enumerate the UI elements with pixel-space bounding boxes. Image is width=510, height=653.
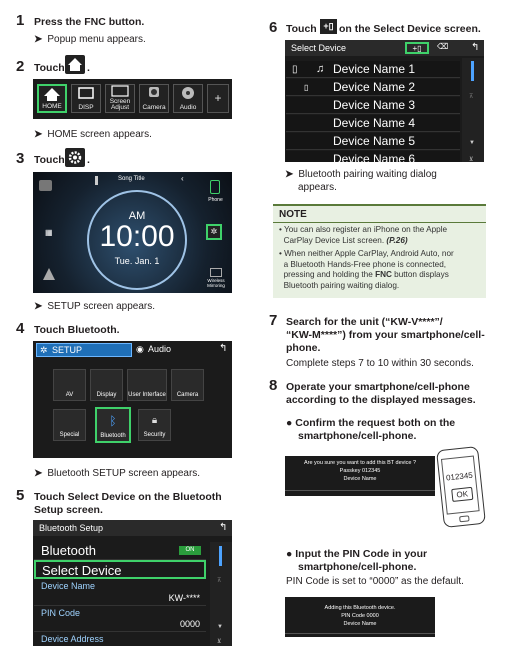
add-device-button[interactable]: +▯: [405, 42, 429, 54]
phone-ok-button: OK: [451, 487, 473, 502]
note-item-1: • You can also register an iPhone on the Apple CarPlay Device List screen. (P.26): [279, 225, 448, 245]
clock-time: 10:00: [99, 220, 175, 253]
device-name: Device Name 6: [333, 152, 416, 162]
step-5-text: Touch Select Device on the Bluetooth Setup screen.: [34, 491, 222, 516]
step-number: 3: [16, 150, 25, 167]
popup-item-label: HOME: [42, 103, 62, 110]
pairing-request-dialog: [285, 456, 435, 496]
setup-tile-special[interactable]: [53, 409, 86, 441]
bluetooth-on-badge[interactable]: ON: [179, 546, 201, 555]
result-arrow-icon: ➤: [34, 34, 43, 45]
pin-code-dialog: [285, 597, 435, 637]
bt-setup-title: Bluetooth Setup: [33, 520, 232, 536]
delete-device-icon[interactable]: ⌫: [437, 42, 449, 51]
phone-screen: [441, 455, 480, 514]
apps-grid-icon[interactable]: ▦: [45, 228, 53, 237]
back-arrow-icon[interactable]: ↰: [219, 522, 228, 533]
device-name-row[interactable]: [34, 579, 206, 606]
step-8-text: Operate your smartphone/cell-phone according to the displayed messages.: [286, 381, 476, 406]
bar-icon: [95, 176, 98, 185]
step-number: 6: [269, 19, 278, 36]
clock-ampm: AM: [128, 210, 146, 222]
tile-label: Display: [96, 392, 117, 398]
bluetooth-toggle-row[interactable]: [34, 542, 206, 560]
device-row[interactable]: [286, 133, 460, 150]
scroll-down-icon[interactable]: ▼: [469, 140, 475, 146]
navigation-icon[interactable]: [43, 268, 55, 280]
step-number: 4: [16, 320, 25, 337]
gear-icon: [65, 148, 85, 167]
popup-home-button[interactable]: [37, 84, 67, 113]
scrollbar[interactable]: [210, 542, 232, 646]
scroll-bottom-icon[interactable]: ⊻: [217, 639, 222, 645]
home-screen: [33, 172, 232, 293]
setup-tile-security[interactable]: [138, 409, 171, 441]
wireless-mirroring-label: Wireless Mirroring: [207, 278, 225, 288]
setup-tile-bluetooth[interactable]: [95, 407, 131, 443]
pin-code-label: PIN Code: [41, 608, 81, 618]
tile-label: Bluetooth: [100, 433, 126, 439]
setup-screen: [33, 341, 232, 458]
back-arrow-icon[interactable]: ↰: [219, 343, 228, 354]
smartphone-illustration: [436, 446, 486, 528]
popup-disp-button[interactable]: [71, 84, 101, 113]
step-6-result: ➤ Bluetooth pairing waiting dialog appears.: [285, 169, 437, 193]
phone-icon: ▯: [304, 83, 309, 92]
dialog-divider: [285, 633, 435, 634]
step-2-result: ➤ HOME screen appears.: [34, 129, 152, 140]
scrollbar[interactable]: [462, 58, 484, 162]
popup-menu: [33, 79, 232, 119]
dialog-text: Adding this Bluetooth device. PIN Code 0000 Device Name: [324, 605, 396, 627]
note-divider: [273, 222, 486, 223]
clock-date: Tue. Jan. 1: [114, 256, 160, 266]
device-name: Device Name 1: [333, 62, 416, 76]
popup-item-label: Audio: [179, 104, 197, 111]
step-7-text: Search for the unit (“KW-V****”/ “KW-M****”) from your smartphone/cell- phone.: [286, 316, 485, 354]
popup-screen-adjust-button[interactable]: [105, 84, 135, 113]
home-button-icon: [459, 515, 470, 522]
note-title: NOTE: [279, 209, 307, 220]
bullet-icon: ●: [286, 548, 293, 560]
device-row[interactable]: [286, 151, 460, 162]
bluetooth-icon: ᛒ: [109, 414, 117, 428]
select-device-label: Select Device: [42, 563, 122, 578]
source-icon[interactable]: [39, 180, 52, 191]
tile-label: AV: [65, 392, 74, 398]
device-name: Device Name 2: [333, 80, 416, 94]
step-number: 2: [16, 58, 25, 75]
popup-item-label: Camera: [142, 104, 166, 111]
setup-gear-button[interactable]: ✲: [206, 224, 222, 240]
device-name-value: KW-****: [168, 593, 200, 603]
gear-icon: ✲: [40, 345, 48, 355]
step-1-result: ➤ Popup menu appears.: [34, 34, 146, 45]
select-device-screen: [285, 40, 484, 162]
popup-item-label: DISP: [78, 104, 94, 111]
back-arrow-icon[interactable]: ↰: [471, 42, 480, 53]
step-number: 8: [269, 377, 278, 394]
device-name: Device Name 5: [333, 134, 416, 148]
tile-label: Camera: [176, 392, 199, 398]
device-name: Device Name 3: [333, 98, 416, 112]
step-6-text-tail: on the Select Device screen.: [339, 23, 481, 35]
pin-code-value: 0000: [179, 619, 200, 629]
popup-audio-button[interactable]: [173, 84, 203, 113]
song-title: Song Title: [118, 176, 145, 182]
device-row[interactable]: [286, 79, 460, 96]
step-1-text: Press the FNC button.: [34, 16, 145, 28]
tile-label: Special: [59, 432, 80, 438]
step-number: 7: [269, 312, 278, 329]
step-4-text: Touch Bluetooth.: [34, 324, 120, 336]
audio-icon: ◉: [136, 344, 144, 354]
scroll-thumb[interactable]: [471, 61, 474, 81]
bluetooth-setup-screen: [33, 520, 232, 646]
setup-tile-av[interactable]: [53, 369, 86, 401]
home-icon: [65, 55, 85, 74]
device-row[interactable]: [286, 115, 460, 132]
phone-icon[interactable]: [210, 180, 220, 194]
bullet-2-sub: PIN Code is set to “0000” as the default.: [286, 576, 464, 587]
step-2-text: Touch: [34, 62, 65, 74]
scroll-top-icon[interactable]: ⊼: [217, 578, 222, 584]
device-name-label: Device Name: [41, 581, 96, 591]
bluetooth-label: Bluetooth: [41, 543, 96, 558]
phone-label: Phone: [208, 197, 223, 203]
select-device-title: Select Device: [285, 40, 484, 56]
result-arrow-icon: ➤: [34, 301, 43, 312]
select-device-row[interactable]: [34, 560, 206, 579]
scroll-top-icon[interactable]: ⊼: [469, 94, 474, 100]
tile-label: Security: [143, 432, 166, 438]
bullet-icon: ●: [286, 417, 293, 429]
bullet-1-text: ● Confirm the request both on the smartphone/cell-phone.: [286, 417, 456, 442]
scroll-down-icon[interactable]: ▼: [217, 624, 223, 630]
tile-label: User Interface: [128, 392, 166, 398]
device-address-label: Device Address: [41, 634, 104, 644]
device-name: Device Name 4: [333, 116, 416, 130]
add-device-icon: +▯: [320, 19, 337, 34]
device-address-row[interactable]: [34, 632, 206, 646]
bullet-2-text: ● Input the PIN Code in your smartphone/cell-phone.: [286, 548, 428, 573]
back-chevron-icon[interactable]: ‹: [181, 174, 184, 183]
result-arrow-icon: ➤: [285, 169, 294, 180]
setup-tile-camera[interactable]: [171, 369, 204, 401]
music-note-icon: ♫: [316, 63, 325, 75]
device-row[interactable]: [286, 61, 460, 78]
wireless-mirroring-icon[interactable]: [210, 268, 222, 277]
scroll-bottom-icon[interactable]: ⊻: [469, 157, 474, 162]
popup-item-label: Screen Adjust: [109, 98, 131, 111]
step-6-text: Touch: [286, 23, 317, 35]
step-number: 5: [16, 487, 25, 504]
step-4-result: ➤ Bluetooth SETUP screen appears.: [34, 468, 201, 479]
popup-add-button[interactable]: +: [207, 84, 229, 113]
step-number: 1: [16, 12, 25, 29]
lock-icon: 🔒︎: [151, 415, 158, 426]
setup-tab[interactable]: ✲ SETUP: [36, 343, 132, 357]
dialog-divider: [285, 490, 435, 491]
step-3-text: Touch: [34, 154, 65, 166]
step-7-sub: Complete steps 7 to 10 within 30 seconds.: [286, 358, 474, 369]
device-row[interactable]: [286, 97, 460, 114]
audio-tab[interactable]: ◉ Audio: [136, 344, 172, 354]
setup-tile-user-interface[interactable]: [127, 369, 167, 401]
note-item-2: • When neither Apple CarPlay, Android Auto, nor a Bluetooth Hands-Free phone is connected, pressing and holding the FNC button displays Bluetooth pairing waiting dialog.: [279, 249, 454, 290]
step-3-punct: .: [87, 154, 90, 166]
step-3-result: ➤ SETUP screen appears.: [34, 301, 156, 312]
phone-icon: ▯: [292, 64, 298, 75]
result-arrow-icon: ➤: [34, 129, 43, 140]
dialog-text: Are you sure you want to add this BT device ? Passkey 012345 Device Name: [303, 460, 417, 482]
scroll-thumb[interactable]: [219, 546, 222, 566]
pin-code-row[interactable]: [34, 606, 206, 632]
popup-camera-button[interactable]: [139, 84, 169, 113]
step-2-punct: .: [87, 62, 90, 74]
note-box: [273, 204, 486, 298]
result-arrow-icon: ➤: [34, 468, 43, 479]
phone-passkey: 012345: [445, 470, 474, 483]
setup-tile-display[interactable]: [90, 369, 123, 401]
